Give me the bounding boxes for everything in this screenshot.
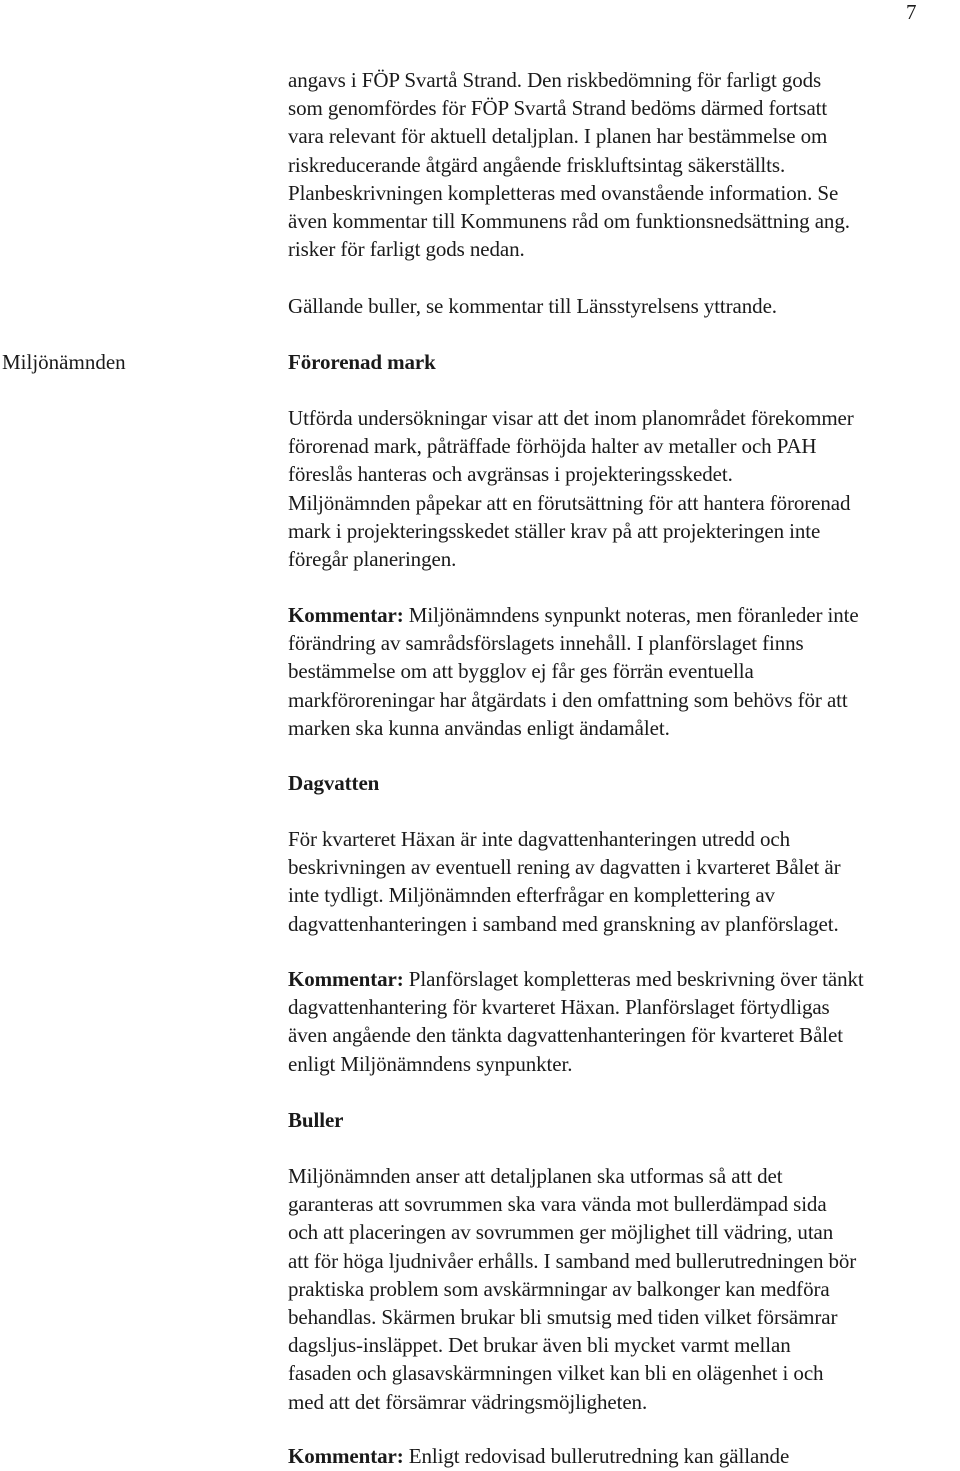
comment-line: även angående den tänkta dagvattenhanteringen för kvarteret Bålet — [288, 1023, 843, 1048]
buller-body — [288, 1162, 958, 1416]
intro-line: även kommentar till Kommunens råd om funktionsnedsättning ang. — [288, 209, 850, 234]
comment-line: enligt Miljönämndens synpunkter. — [288, 1051, 573, 1076]
comment-text: Miljönämndens synpunkt noteras, men föranleder inte — [403, 603, 859, 627]
body-line: föreslås hanteras och avgränsas i projekteringsskedet. — [288, 462, 733, 487]
comment-line: bestämmelse om att bygglov ej får ges förrän eventuella — [288, 659, 754, 684]
buller-comment — [288, 1442, 958, 1470]
intro-line: riskreducerande åtgärd angående friskluftsintag säkerställts. — [288, 152, 786, 177]
body-line: garanteras att sovrummen ska vara vända mot bullerdämpad sida — [288, 1192, 827, 1217]
comment-text: Planförslaget kompletteras med beskrivning över tänkt — [403, 967, 864, 991]
noise-note — [288, 292, 958, 320]
comment-line: dagvattenhantering för kvarteret Häxan. Planförslaget förtydligas — [288, 995, 830, 1020]
body-line: Miljönämnden anser att detaljplanen ska utformas så att det — [288, 1164, 783, 1188]
comment-label: Kommentar: — [288, 967, 404, 991]
intro-line: som genomfördes för FÖP Svartå Strand bedöms därmed fortsatt — [288, 96, 828, 121]
intro-line: angavs i FÖP Svartå Strand. Den riskbedömning för farligt gods — [288, 68, 822, 92]
comment-first-line — [288, 965, 958, 993]
dagvatten-body — [288, 825, 958, 938]
body-line: att för höga ljudnivåer erhålls. I samband med bullerutredningen bör — [288, 1248, 857, 1273]
intro-line: Planbeskrivningen kompletteras med ovanstående information. Se — [288, 180, 839, 205]
intro-paragraph — [288, 66, 958, 263]
section-heading-buller: Buller — [288, 1108, 344, 1132]
fororenad-comment — [288, 601, 958, 742]
comment-line: markföroreningar har åtgärdats i den omfattning som behövs för att — [288, 687, 848, 712]
comment-label: Kommentar: — [288, 603, 404, 627]
body-line: med att det försämrar vädringsmöjligheten. — [288, 1389, 648, 1414]
sender-label: Miljönämnden — [2, 350, 126, 374]
comment-text: Enligt redovisad bullerutredning kan gällande — [403, 1444, 790, 1468]
page-number: 7 — [906, 0, 917, 24]
body-line: mark i projekteringsskedet ställer krav på att projekteringen inte — [288, 518, 821, 543]
body-line: behandlas. Skärmen brukar bli smutsig med tiden vilket försämrar — [288, 1305, 838, 1330]
comment-line: förändring av samrådsförslagets innehåll. I planförslaget finns — [288, 631, 804, 656]
body-line: beskrivningen av eventuell rening av dagvatten i kvarteret Bålet är — [288, 855, 841, 880]
body-line: och att placeringen av sovrummen ger möjlighet till vädring, utan — [288, 1220, 834, 1245]
body-line: För kvarteret Häxan är inte dagvattenhanteringen utredd och — [288, 827, 790, 851]
body-line: Utförda undersökningar visar att det inom planområdet förekommer — [288, 406, 854, 430]
comment-line: marken ska kunna användas enligt ändamålet. — [288, 715, 670, 740]
body-line: inte tydligt. Miljönämnden efterfrågar en komplettering av — [288, 883, 775, 908]
intro-line: vara relevant för aktuell detaljplan. I planen har bestämmelse om — [288, 124, 828, 149]
comment-label: Kommentar: — [288, 1444, 404, 1468]
fororenad-body — [288, 404, 958, 573]
body-line: dagsljus-insläppet. Det brukar även bli mycket varmt mellan — [288, 1333, 791, 1358]
body-line: föregår planeringen. — [288, 547, 457, 572]
body-line: fasaden och glasavskärmningen vilket kan bli en olägenhet i och — [288, 1361, 824, 1386]
section-heading-dagvatten: Dagvatten — [288, 771, 380, 795]
body-line: Miljönämnden påpekar att en förutsättning för att hantera förorenad — [288, 490, 851, 515]
section-heading-fororenad: Förorenad mark — [288, 350, 436, 374]
comment-first-line — [288, 601, 958, 629]
body-line: dagvattenhanteringen i samband med granskning av planförslaget. — [288, 911, 839, 936]
body-line: praktiska problem som avskärmningar av balkonger kan medföra — [288, 1276, 830, 1301]
intro-line: risker för farligt gods nedan. — [288, 237, 525, 262]
noise-note-text: Gällande buller, se kommentar till Länsstyrelsens yttrande. — [288, 294, 777, 318]
comment-first-line — [288, 1442, 958, 1470]
dagvatten-comment — [288, 965, 958, 1078]
body-line: förorenad mark, påträffade förhöjda halter av metaller och PAH — [288, 434, 817, 459]
